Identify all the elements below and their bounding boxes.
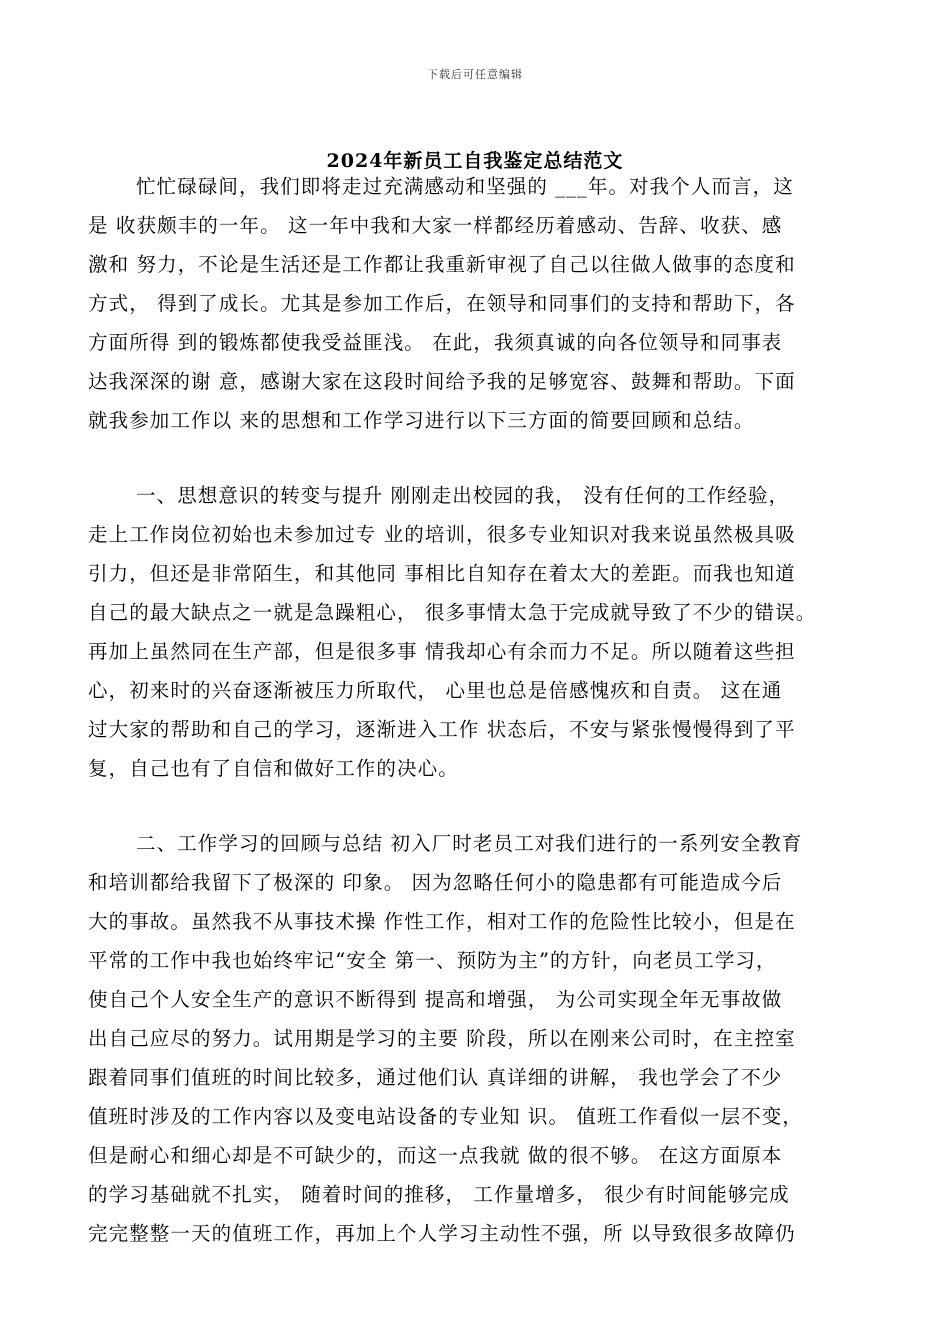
paragraph-line: 引力，但还是非常陌生，和其他同 事相比自知存在着太大的差距。而我也知道: [88, 562, 796, 585]
paragraph-line: 复，自己也有了自信和做好工作的决心。: [88, 757, 459, 780]
paragraph-line: 跟着同事们值班的时间比较多，通过他们认 真详细的讲解， 我也学会了不少: [88, 1066, 783, 1089]
paragraph-line: 忙忙碌碌间，我们即将走过充满感动和坚强的 ___年。对我个人而言，这: [136, 175, 794, 198]
paragraph-line: 自己的最大缺点之一就是急躁粗心， 很多事情太急于完成就导致了不少的错误。: [88, 601, 817, 624]
paragraph-line: 过大家的帮助和自己的学习，逐渐进入工作 状态后，不安与紧张慢慢得到了平: [88, 718, 796, 741]
header-note: 下载后可任意编辑: [427, 68, 523, 81]
paragraph-line: 方面所得 到的锻炼都使我受益匪浅。 在此，我须真诚的向各位领导和同事表: [88, 331, 783, 354]
paragraph-line: 但是耐心和细心却是不可缺少的，而这一点我就 做的很不够。 在这方面原本: [88, 1144, 783, 1167]
paragraph-line: 就我参加工作以 来的思想和工作学习进行以下三方面的简要回顾和总结。: [88, 409, 755, 432]
paragraph-line: 完完整整一天的值班工作，再加上个人学习主动性不强，所 以导致很多故障仍: [88, 1222, 796, 1245]
paragraph-line: 的学习基础就不扎实， 随着时间的推移， 工作量增多， 很少有时间能够完成: [88, 1183, 790, 1206]
paragraph-line: 再加上虽然同在生产部，但是很多事 情我却心有余而力不足。所以随着这些担: [88, 640, 796, 663]
paragraph-line: 走上工作岗位初始也未参加过专 业的培训，很多专业知识对我来说虽然极具吸: [88, 523, 796, 546]
document-title: 2024年新员工自我鉴定总结范文: [326, 150, 624, 172]
paragraph-line: 一、思想意识的转变与提升 刚刚走出校园的我， 没有任何的工作经验，: [136, 484, 790, 507]
paragraph-line: 达我深深的谢 意，感谢大家在这段时间给予我的足够宽容、鼓舞和帮助。下面: [88, 370, 796, 393]
paragraph-line: 方式， 得到了成长。尤其是参加工作后，在领导和同事们的支持和帮助下，各: [88, 292, 796, 315]
paragraph-line: 值班时涉及的工作内容以及变电站设备的专业知 识。 值班工作看似一层不变，: [88, 1105, 803, 1128]
paragraph-line: 平常的工作中我也始终牢记“安全 第一、预防为主”的方针，向老员工学习，: [88, 949, 777, 972]
paragraph-line: 是 收获颇丰的一年。 这一年中我和大家一样都经历着感动、告辞、收获、感: [88, 214, 783, 237]
paragraph-line: 大的事故。虽然我不从事技术操 作性工作，相对工作的危险性比较小，但是在: [88, 910, 796, 933]
paragraph-line: 使自己个人安全生产的意识不断得到 提高和增强， 为公司实现全年无事故做: [88, 988, 783, 1011]
paragraph-line: 出自己应尽的努力。试用期是学习的主要 阶段，所以在刚来公司时，在主控室: [88, 1027, 796, 1050]
paragraph-line: 激和 努力，不论是生活还是工作都让我重新审视了自己以往做人做事的态度和: [88, 253, 796, 276]
paragraph-line: 心，初来时的兴奋逐渐被压力所取代， 心里也总是倍感愧疚和自责。 这在通: [88, 679, 783, 702]
paragraph-line: 和培训都给我留下了极深的 印象。 因为忽略任何小的隐患都有可能造成今后: [88, 871, 783, 894]
paragraph-line: 二、工作学习的回顾与总结 初入厂时老员工对我们进行的一系列安全教育: [136, 832, 803, 855]
